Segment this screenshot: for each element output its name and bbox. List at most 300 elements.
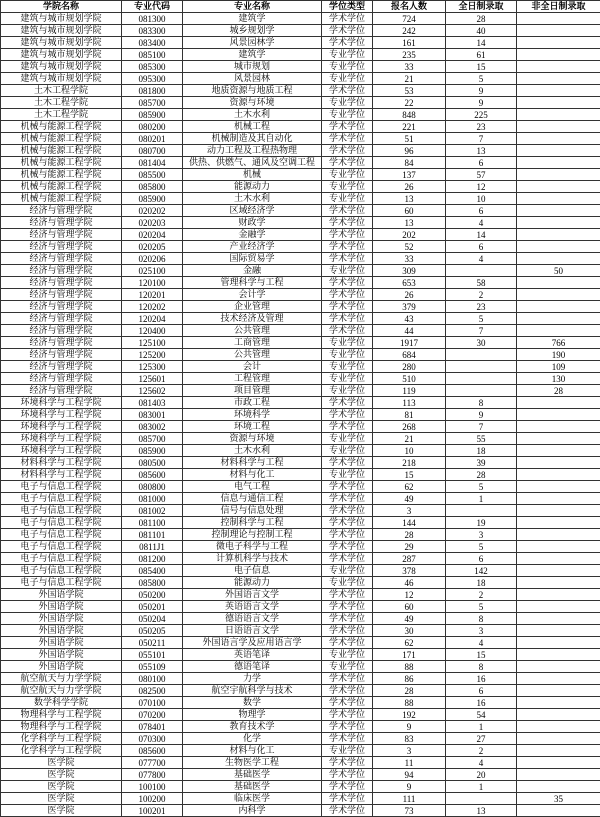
cell-applicants: 119 (373, 385, 446, 397)
cell-major-code: 082500 (122, 685, 183, 697)
cell-parttime-admitted (517, 49, 600, 61)
cell-fulltime-admitted: 1 (446, 721, 517, 733)
cell-major-code: 081300 (122, 13, 183, 25)
cell-major-code: 080500 (122, 457, 183, 469)
cell-major-name: 机械工程 (183, 121, 322, 133)
cell-major-code: 081200 (122, 553, 183, 565)
cell-major-code: 050205 (122, 625, 183, 637)
cell-fulltime-admitted: 40 (446, 25, 517, 37)
cell-applicants: 84 (373, 157, 446, 169)
cell-degree-type: 学术学位 (322, 277, 373, 289)
cell-degree-type: 学术学位 (322, 685, 373, 697)
cell-fulltime-admitted: 15 (446, 649, 517, 661)
cell-parttime-admitted (517, 781, 600, 793)
cell-major-code: 083300 (122, 25, 183, 37)
cell-applicants: 287 (373, 553, 446, 565)
cell-parttime-admitted (517, 13, 600, 25)
cell-parttime-admitted (517, 529, 600, 541)
table-row (1, 181, 600, 193)
cell-applicants: 653 (373, 277, 446, 289)
cell-parttime-admitted (517, 253, 600, 265)
cell-applicants: 83 (373, 733, 446, 745)
cell-parttime-admitted (517, 745, 600, 757)
cell-parttime-admitted (517, 685, 600, 697)
cell-applicants: 1917 (373, 337, 446, 349)
cell-college: 经济与管理学院 (1, 217, 122, 229)
cell-college: 外国语学院 (1, 625, 122, 637)
cell-fulltime-admitted: 14 (446, 37, 517, 49)
cell-major-name: 材料与化工 (183, 469, 322, 481)
cell-degree-type: 学术学位 (322, 637, 373, 649)
cell-parttime-admitted: 190 (517, 349, 600, 361)
table-row (1, 541, 600, 553)
cell-major-code: 125100 (122, 337, 183, 349)
cell-fulltime-admitted: 39 (446, 457, 517, 469)
cell-applicants: 33 (373, 253, 446, 265)
cell-parttime-admitted (517, 673, 600, 685)
table-row (1, 421, 600, 433)
cell-college: 电子与信息工程学院 (1, 505, 122, 517)
cell-fulltime-admitted: 6 (446, 553, 517, 565)
cell-applicants: 49 (373, 613, 446, 625)
cell-degree-type: 学术学位 (322, 217, 373, 229)
cell-college: 航空航天与力学学院 (1, 685, 122, 697)
cell-fulltime-admitted: 4 (446, 253, 517, 265)
cell-major-code: 080200 (122, 121, 183, 133)
cell-major-code: 085600 (122, 745, 183, 757)
table-body (1, 13, 600, 817)
cell-degree-type: 学术学位 (322, 13, 373, 25)
table-row (1, 709, 600, 721)
table-row (1, 241, 600, 253)
cell-degree-type: 学术学位 (322, 145, 373, 157)
cell-major-name: 会计学 (183, 289, 322, 301)
cell-parttime-admitted (517, 805, 600, 817)
table-row (1, 733, 600, 745)
cell-college: 材料科学与工程学院 (1, 469, 122, 481)
table-row (1, 361, 600, 373)
cell-degree-type: 学术学位 (322, 697, 373, 709)
cell-fulltime-admitted: 6 (446, 157, 517, 169)
table-row (1, 481, 600, 493)
cell-major-code: 083001 (122, 409, 183, 421)
cell-college: 化学科学与工程学院 (1, 733, 122, 745)
cell-college: 经济与管理学院 (1, 277, 122, 289)
cell-degree-type: 专业学位 (322, 361, 373, 373)
cell-college: 经济与管理学院 (1, 349, 122, 361)
cell-applicants: 46 (373, 577, 446, 589)
cell-major-name: 内科学 (183, 805, 322, 817)
cell-parttime-admitted (517, 73, 600, 85)
cell-applicants: 73 (373, 805, 446, 817)
cell-degree-type: 专业学位 (322, 109, 373, 121)
cell-degree-type: 学术学位 (322, 229, 373, 241)
cell-parttime-admitted (517, 61, 600, 73)
cell-applicants: 30 (373, 625, 446, 637)
cell-fulltime-admitted: 28 (446, 13, 517, 25)
cell-degree-type: 专业学位 (322, 181, 373, 193)
table-row (1, 589, 600, 601)
cell-major-name: 地质资源与地质工程 (183, 85, 322, 97)
cell-applicants: 88 (373, 697, 446, 709)
cell-parttime-admitted (517, 241, 600, 253)
cell-fulltime-admitted: 7 (446, 133, 517, 145)
cell-degree-type: 学术学位 (322, 133, 373, 145)
cell-college: 经济与管理学院 (1, 373, 122, 385)
cell-major-name: 风景园林 (183, 73, 322, 85)
cell-degree-type: 学术学位 (322, 481, 373, 493)
cell-major-name: 力学 (183, 673, 322, 685)
cell-applicants: 33 (373, 61, 446, 73)
cell-parttime-admitted (517, 721, 600, 733)
cell-degree-type: 学术学位 (322, 457, 373, 469)
cell-parttime-admitted (517, 229, 600, 241)
cell-degree-type: 专业学位 (322, 349, 373, 361)
cell-parttime-admitted (517, 457, 600, 469)
cell-major-name: 教育技术学 (183, 721, 322, 733)
cell-major-code: 020203 (122, 217, 183, 229)
cell-major-code: 083002 (122, 421, 183, 433)
cell-major-code: 081002 (122, 505, 183, 517)
cell-college: 经济与管理学院 (1, 385, 122, 397)
cell-major-code: 050200 (122, 589, 183, 601)
table-row (1, 373, 600, 385)
cell-college: 电子与信息工程学院 (1, 529, 122, 541)
cell-fulltime-admitted: 28 (446, 469, 517, 481)
cell-major-name: 产业经济学 (183, 241, 322, 253)
cell-fulltime-admitted: 16 (446, 697, 517, 709)
cell-major-code: 120202 (122, 301, 183, 313)
table-row (1, 661, 600, 673)
cell-applicants: 235 (373, 49, 446, 61)
cell-college: 机械与能源工程学院 (1, 121, 122, 133)
cell-major-name: 城乡规划学 (183, 25, 322, 37)
cell-major-name: 物理学 (183, 709, 322, 721)
cell-degree-type: 学术学位 (322, 289, 373, 301)
cell-college: 医学院 (1, 769, 122, 781)
cell-degree-type: 学术学位 (322, 805, 373, 817)
table-row (1, 157, 600, 169)
table-row (1, 313, 600, 325)
cell-major-code: 125602 (122, 385, 183, 397)
cell-degree-type: 学术学位 (322, 721, 373, 733)
cell-major-name: 公共管理 (183, 349, 322, 361)
cell-fulltime-admitted: 8 (446, 661, 517, 673)
cell-major-name: 城市规划 (183, 61, 322, 73)
cell-college: 电子与信息工程学院 (1, 553, 122, 565)
cell-applicants: 242 (373, 25, 446, 37)
cell-major-name: 公共管理 (183, 325, 322, 337)
cell-fulltime-admitted: 5 (446, 313, 517, 325)
cell-applicants: 144 (373, 517, 446, 529)
cell-parttime-admitted (517, 733, 600, 745)
cell-major-name: 财政学 (183, 217, 322, 229)
cell-parttime-admitted (517, 769, 600, 781)
table-row (1, 721, 600, 733)
cell-college: 外国语学院 (1, 649, 122, 661)
cell-major-name: 外国语言文学 (183, 589, 322, 601)
cell-major-code: 125300 (122, 361, 183, 373)
header-applicants: 报名人数 (373, 1, 446, 13)
cell-fulltime-admitted: 57 (446, 169, 517, 181)
cell-degree-type: 学术学位 (322, 589, 373, 601)
cell-applicants: 13 (373, 193, 446, 205)
cell-fulltime-admitted: 9 (446, 85, 517, 97)
cell-fulltime-admitted (446, 505, 517, 517)
cell-applicants: 29 (373, 541, 446, 553)
cell-fulltime-admitted (446, 385, 517, 397)
cell-parttime-admitted (517, 505, 600, 517)
cell-parttime-admitted (517, 517, 600, 529)
header-parttime-admitted: 非全日制录取 (517, 1, 600, 13)
cell-college: 经济与管理学院 (1, 337, 122, 349)
cell-parttime-admitted: 28 (517, 385, 600, 397)
table-row (1, 337, 600, 349)
cell-major-code: 083400 (122, 37, 183, 49)
cell-fulltime-admitted: 5 (446, 541, 517, 553)
cell-major-name: 市政工程 (183, 397, 322, 409)
cell-parttime-admitted (517, 121, 600, 133)
cell-major-name: 电子信息 (183, 565, 322, 577)
cell-college: 机械与能源工程学院 (1, 133, 122, 145)
cell-parttime-admitted: 109 (517, 361, 600, 373)
cell-degree-type: 专业学位 (322, 433, 373, 445)
cell-fulltime-admitted: 6 (446, 205, 517, 217)
table-row (1, 769, 600, 781)
cell-college: 电子与信息工程学院 (1, 493, 122, 505)
table-row (1, 193, 600, 205)
table-row (1, 613, 600, 625)
cell-college: 医学院 (1, 757, 122, 769)
cell-major-name: 微电子科学与工程 (183, 541, 322, 553)
cell-major-code: 120204 (122, 313, 183, 325)
cell-applicants: 43 (373, 313, 446, 325)
table-row (1, 757, 600, 769)
cell-major-code: 080100 (122, 673, 183, 685)
cell-major-code: 085900 (122, 109, 183, 121)
header-college: 学院名称 (1, 1, 122, 13)
cell-applicants: 94 (373, 769, 446, 781)
cell-degree-type: 专业学位 (322, 565, 373, 577)
cell-degree-type: 学术学位 (322, 553, 373, 565)
cell-fulltime-admitted: 2 (446, 289, 517, 301)
cell-degree-type: 学术学位 (322, 85, 373, 97)
cell-major-code: 050211 (122, 637, 183, 649)
cell-fulltime-admitted: 6 (446, 685, 517, 697)
cell-degree-type: 专业学位 (322, 649, 373, 661)
cell-major-name: 工商管理 (183, 337, 322, 349)
cell-fulltime-admitted: 20 (446, 769, 517, 781)
cell-fulltime-admitted: 14 (446, 229, 517, 241)
table-row (1, 445, 600, 457)
cell-applicants: 9 (373, 721, 446, 733)
header-major-name: 专业名称 (183, 1, 322, 13)
cell-degree-type: 学术学位 (322, 325, 373, 337)
cell-degree-type: 专业学位 (322, 337, 373, 349)
cell-applicants: 86 (373, 673, 446, 685)
cell-fulltime-admitted: 23 (446, 301, 517, 313)
cell-college: 外国语学院 (1, 613, 122, 625)
cell-parttime-admitted (517, 409, 600, 421)
cell-parttime-admitted (517, 97, 600, 109)
cell-fulltime-admitted: 58 (446, 277, 517, 289)
table-row (1, 805, 600, 817)
cell-major-code: 085700 (122, 433, 183, 445)
cell-degree-type: 专业学位 (322, 469, 373, 481)
cell-major-code: 020205 (122, 241, 183, 253)
cell-fulltime-admitted: 3 (446, 625, 517, 637)
cell-degree-type: 专业学位 (322, 97, 373, 109)
cell-applicants: 11 (373, 757, 446, 769)
cell-applicants: 21 (373, 433, 446, 445)
cell-parttime-admitted (517, 565, 600, 577)
cell-major-code: 120400 (122, 325, 183, 337)
cell-degree-type: 专业学位 (322, 73, 373, 85)
cell-parttime-admitted (517, 145, 600, 157)
cell-major-code: 085800 (122, 181, 183, 193)
cell-college: 建筑与城市规划学院 (1, 73, 122, 85)
cell-major-name: 环境科学 (183, 409, 322, 421)
cell-major-name: 机械制造及其自动化 (183, 133, 322, 145)
cell-applicants: 137 (373, 169, 446, 181)
cell-major-code: 095300 (122, 73, 183, 85)
cell-parttime-admitted (517, 661, 600, 673)
cell-major-code: 020206 (122, 253, 183, 265)
cell-major-name: 会计 (183, 361, 322, 373)
cell-major-name: 资源与环境 (183, 97, 322, 109)
cell-college: 医学院 (1, 793, 122, 805)
cell-degree-type: 学术学位 (322, 757, 373, 769)
table-row (1, 601, 600, 613)
cell-college: 经济与管理学院 (1, 265, 122, 277)
cell-applicants: 13 (373, 217, 446, 229)
cell-major-name: 计算机科学与技术 (183, 553, 322, 565)
cell-degree-type: 专业学位 (322, 745, 373, 757)
cell-college: 物理科学与工程学院 (1, 709, 122, 721)
cell-major-name: 基础医学 (183, 769, 322, 781)
cell-degree-type: 专业学位 (322, 193, 373, 205)
cell-major-code: 081100 (122, 517, 183, 529)
cell-college: 化学科学与工程学院 (1, 745, 122, 757)
cell-fulltime-admitted: 2 (446, 589, 517, 601)
cell-parttime-admitted (517, 157, 600, 169)
table-row (1, 505, 600, 517)
cell-major-name: 临床医学 (183, 793, 322, 805)
table-row (1, 793, 600, 805)
cell-major-code: 085100 (122, 49, 183, 61)
table-row (1, 13, 600, 25)
cell-major-code: 078401 (122, 721, 183, 733)
cell-major-code: 020204 (122, 229, 183, 241)
cell-degree-type: 学术学位 (322, 709, 373, 721)
cell-college: 建筑与城市规划学院 (1, 49, 122, 61)
cell-parttime-admitted (517, 553, 600, 565)
cell-degree-type: 学术学位 (322, 601, 373, 613)
cell-major-code: 055101 (122, 649, 183, 661)
table-row (1, 433, 600, 445)
cell-major-name: 动力工程及工程热物理 (183, 145, 322, 157)
table-row (1, 73, 600, 85)
cell-degree-type: 学术学位 (322, 301, 373, 313)
cell-major-name: 材料与化工 (183, 745, 322, 757)
table-row (1, 49, 600, 61)
cell-fulltime-admitted: 2 (446, 745, 517, 757)
cell-applicants: 49 (373, 493, 446, 505)
cell-major-code: 077700 (122, 757, 183, 769)
cell-fulltime-admitted: 19 (446, 517, 517, 529)
cell-degree-type: 专业学位 (322, 169, 373, 181)
cell-major-name: 信息与通信工程 (183, 493, 322, 505)
cell-degree-type: 专业学位 (322, 577, 373, 589)
table-row (1, 25, 600, 37)
table-row (1, 289, 600, 301)
cell-major-name: 土木水利 (183, 445, 322, 457)
cell-applicants: 684 (373, 349, 446, 361)
cell-degree-type: 学术学位 (322, 541, 373, 553)
cell-college: 建筑与城市规划学院 (1, 37, 122, 49)
table-row (1, 697, 600, 709)
cell-parttime-admitted (517, 109, 600, 121)
table-row (1, 97, 600, 109)
table-row (1, 109, 600, 121)
cell-college: 数学科学学院 (1, 697, 122, 709)
cell-college: 机械与能源工程学院 (1, 145, 122, 157)
cell-fulltime-admitted: 225 (446, 109, 517, 121)
cell-major-name: 土木水利 (183, 109, 322, 121)
table-row (1, 637, 600, 649)
cell-college: 土木工程学院 (1, 85, 122, 97)
cell-parttime-admitted (517, 493, 600, 505)
header-row (1, 1, 600, 13)
cell-degree-type: 学术学位 (322, 397, 373, 409)
cell-parttime-admitted: 35 (517, 793, 600, 805)
cell-degree-type: 学术学位 (322, 313, 373, 325)
cell-degree-type: 学术学位 (322, 517, 373, 529)
cell-major-name: 机械 (183, 169, 322, 181)
cell-applicants: 280 (373, 361, 446, 373)
cell-major-code: 085500 (122, 169, 183, 181)
table-row (1, 61, 600, 73)
cell-fulltime-admitted: 142 (446, 565, 517, 577)
table-row (1, 121, 600, 133)
table-row (1, 517, 600, 529)
cell-fulltime-admitted: 8 (446, 397, 517, 409)
cell-degree-type: 学术学位 (322, 421, 373, 433)
table-row (1, 673, 600, 685)
table-row (1, 145, 600, 157)
cell-college: 机械与能源工程学院 (1, 193, 122, 205)
cell-fulltime-admitted: 4 (446, 217, 517, 229)
cell-degree-type: 学术学位 (322, 733, 373, 745)
cell-major-name: 土木水利 (183, 193, 322, 205)
cell-applicants: 88 (373, 661, 446, 673)
cell-major-code: 085300 (122, 61, 183, 73)
cell-fulltime-admitted: 9 (446, 409, 517, 421)
cell-major-code: 077800 (122, 769, 183, 781)
cell-college: 机械与能源工程学院 (1, 169, 122, 181)
table-row (1, 301, 600, 313)
cell-major-code: 085800 (122, 577, 183, 589)
cell-applicants: 81 (373, 409, 446, 421)
cell-major-name: 信号与信息处理 (183, 505, 322, 517)
cell-applicants: 96 (373, 145, 446, 157)
cell-parttime-admitted (517, 277, 600, 289)
cell-applicants: 10 (373, 445, 446, 457)
cell-major-name: 企业管理 (183, 301, 322, 313)
cell-major-code: 0811J1 (122, 541, 183, 553)
cell-major-name: 区域经济学 (183, 205, 322, 217)
cell-degree-type: 学术学位 (322, 205, 373, 217)
